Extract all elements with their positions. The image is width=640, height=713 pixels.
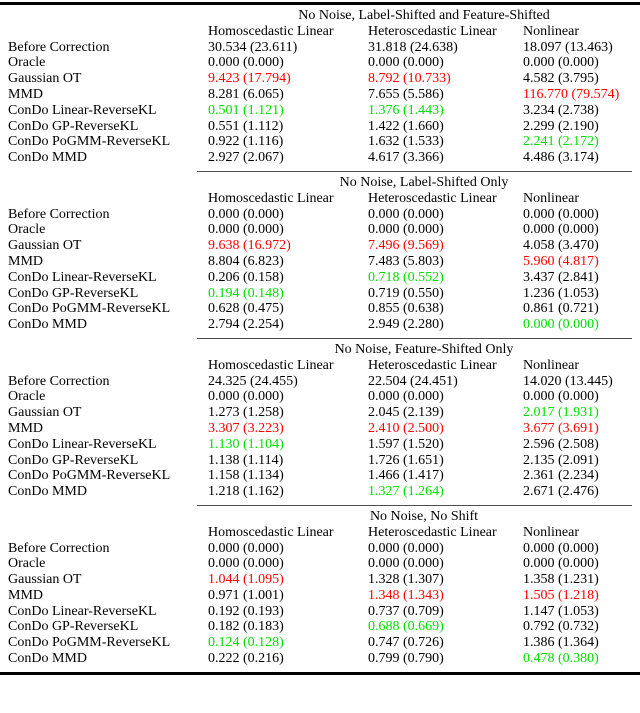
section-title-row <box>0 509 640 525</box>
value-cell: 0.124 (0.128) <box>208 635 284 651</box>
column-header: Nonlinear <box>523 357 579 373</box>
column-header: Heteroscedastic Linear <box>368 357 497 373</box>
row-label: ConDo PoGMM-ReverseKL <box>8 468 171 484</box>
table-row <box>0 619 640 635</box>
value-cell: 0.971 (1.001) <box>208 587 284 603</box>
table-row <box>0 572 640 588</box>
column-header: Homoscedastic Linear <box>208 357 334 373</box>
section-title: No Noise, Label-Shifted and Feature-Shifted <box>298 8 550 23</box>
value-cell: 7.496 (9.569) <box>368 238 444 254</box>
row-label: MMD <box>8 86 44 102</box>
table-section <box>0 506 640 667</box>
value-cell: 0.000 (0.000) <box>368 222 444 238</box>
row-label: ConDo Linear-ReverseKL <box>8 269 157 285</box>
table-row <box>0 541 640 557</box>
value-cell: 116.770 (79.574) <box>523 86 620 102</box>
section-title: No Noise, Feature-Shifted Only <box>334 341 514 357</box>
section-title-row <box>0 342 640 358</box>
row-label: Before Correction <box>8 540 110 556</box>
section-title: No Noise, Label-Shifted Only <box>339 174 509 190</box>
value-cell: 1.218 (1.162) <box>208 484 284 500</box>
section-title: No Noise, No Shift <box>369 508 479 524</box>
column-header-spacer <box>0 191 208 207</box>
value-cell: 1.273 (1.258) <box>208 405 284 421</box>
column-header: Heteroscedastic Linear <box>368 190 497 206</box>
value-cell: 0.000 (0.000) <box>208 540 284 556</box>
table-row <box>0 453 640 469</box>
row-label: ConDo GP-ReverseKL <box>8 118 139 134</box>
value-cell: 0.000 (0.000) <box>368 55 444 71</box>
row-label: Oracle <box>8 389 46 405</box>
value-cell: 22.504 (24.451) <box>368 373 458 389</box>
table-row <box>0 588 640 604</box>
value-cell: 1.348 (1.343) <box>368 587 444 603</box>
value-cell: 5.960 (4.817) <box>523 253 599 269</box>
value-cell: 0.000 (0.000) <box>208 389 284 405</box>
row-label: Before Correction <box>8 373 110 389</box>
value-cell: 2.045 (2.139) <box>368 405 444 421</box>
row-label: ConDo GP-ReverseKL <box>8 619 139 635</box>
column-header-spacer <box>0 358 208 374</box>
value-cell: 1.358 (1.231) <box>523 572 599 588</box>
value-cell: 1.328 (1.307) <box>368 572 444 588</box>
table-row <box>0 207 640 223</box>
value-cell: 0.000 (0.000) <box>523 55 599 71</box>
value-cell: 0.182 (0.183) <box>208 619 284 635</box>
table-row <box>0 421 640 437</box>
value-cell: 31.818 (24.638) <box>368 39 458 55</box>
value-cell: 2.671 (2.476) <box>523 484 599 500</box>
table-row <box>0 222 640 238</box>
row-label: Oracle <box>8 222 46 238</box>
value-cell: 0.000 (0.000) <box>208 222 284 238</box>
value-cell: 0.747 (0.726) <box>368 635 444 651</box>
column-header-row <box>0 358 640 374</box>
row-label: Before Correction <box>8 206 110 222</box>
table-row <box>0 103 640 119</box>
value-cell: 0.000 (0.000) <box>523 556 599 572</box>
value-cell: 0.792 (0.732) <box>523 619 599 635</box>
column-header: Heteroscedastic Linear <box>368 23 497 39</box>
value-cell: 0.000 (0.000) <box>208 55 284 71</box>
row-label: ConDo GP-ReverseKL <box>8 452 139 468</box>
value-cell: 0.194 (0.148) <box>208 285 284 301</box>
column-header: Nonlinear <box>523 524 579 540</box>
value-cell: 1.386 (1.364) <box>523 635 599 651</box>
value-cell: 1.044 (1.095) <box>208 572 284 588</box>
value-cell: 0.718 (0.552) <box>368 269 444 285</box>
value-cell: 2.927 (2.067) <box>208 150 284 166</box>
row-label: MMD <box>8 587 44 603</box>
value-cell: 2.299 (2.190) <box>523 118 599 134</box>
table-row <box>0 238 640 254</box>
value-cell: 0.222 (0.216) <box>208 651 284 667</box>
value-cell: 1.632 (1.533) <box>368 134 444 150</box>
value-cell: 1.138 (1.114) <box>208 452 284 468</box>
table-row <box>0 604 640 620</box>
row-label: Oracle <box>8 55 46 71</box>
value-cell: 1.597 (1.520) <box>368 436 444 452</box>
column-header: Heteroscedastic Linear <box>368 524 497 540</box>
section-title-row <box>0 8 640 24</box>
value-cell: 0.861 (0.721) <box>523 301 599 317</box>
value-cell: 8.281 (6.065) <box>208 86 284 102</box>
row-label: ConDo MMD <box>8 484 87 500</box>
column-header-spacer <box>0 525 208 541</box>
row-label: ConDo PoGMM-ReverseKL <box>8 635 171 651</box>
table-row <box>0 87 640 103</box>
row-label: ConDo MMD <box>8 651 87 667</box>
value-cell: 8.792 (10.733) <box>368 71 451 87</box>
row-label: ConDo MMD <box>8 150 87 166</box>
table-row <box>0 150 640 166</box>
value-cell: 0.922 (1.116) <box>208 134 284 150</box>
table-row <box>0 71 640 87</box>
value-cell: 0.551 (1.112) <box>208 118 284 134</box>
value-cell: 3.307 (3.223) <box>208 420 284 436</box>
value-cell: 1.147 (1.053) <box>523 603 599 619</box>
value-cell: 2.135 (2.091) <box>523 452 599 468</box>
value-cell: 30.534 (23.611) <box>208 39 298 55</box>
value-cell: 2.241 (2.172) <box>523 134 599 150</box>
column-header: Homoscedastic Linear <box>208 190 334 206</box>
column-header: Homoscedastic Linear <box>208 524 334 540</box>
value-cell: 18.097 (13.463) <box>523 39 613 55</box>
table-row <box>0 134 640 150</box>
value-cell: 2.596 (2.508) <box>523 436 599 452</box>
table-row <box>0 301 640 317</box>
value-cell: 0.501 (1.121) <box>208 102 284 118</box>
row-label: Gaussian OT <box>8 238 82 254</box>
value-cell: 8.804 (6.823) <box>208 253 284 269</box>
value-cell: 0.000 (0.000) <box>523 206 599 222</box>
value-cell: 0.000 (0.000) <box>368 556 444 572</box>
table-row <box>0 468 640 484</box>
value-cell: 1.236 (1.053) <box>523 285 599 301</box>
value-cell: 0.000 (0.000) <box>523 540 599 556</box>
value-cell: 0.000 (0.000) <box>208 206 284 222</box>
value-cell: 4.058 (3.470) <box>523 238 599 254</box>
value-cell: 0.000 (0.000) <box>523 317 599 333</box>
column-header-row <box>0 24 640 40</box>
table-bottom-rule <box>0 672 640 675</box>
row-label: ConDo Linear-ReverseKL <box>8 436 157 452</box>
table-row <box>0 405 640 421</box>
value-cell: 0.719 (0.550) <box>368 285 444 301</box>
row-label: ConDo Linear-ReverseKL <box>8 603 157 619</box>
value-cell: 1.376 (1.443) <box>368 102 444 118</box>
value-cell: 2.361 (2.234) <box>523 468 599 484</box>
row-label: ConDo MMD <box>8 317 87 333</box>
value-cell: 0.000 (0.000) <box>523 222 599 238</box>
value-cell: 0.000 (0.000) <box>368 206 444 222</box>
value-cell: 2.017 (1.931) <box>523 405 599 421</box>
value-cell: 0.478 (0.380) <box>523 651 599 667</box>
table-row <box>0 119 640 135</box>
value-cell: 7.483 (5.803) <box>368 253 444 269</box>
value-cell: 1.505 (1.218) <box>523 587 599 603</box>
value-cell: 3.677 (3.691) <box>523 420 599 436</box>
table-row <box>0 635 640 651</box>
row-label: ConDo PoGMM-ReverseKL <box>8 301 171 317</box>
sections-container <box>0 5 640 667</box>
table-row <box>0 55 640 71</box>
value-cell: 0.192 (0.193) <box>208 603 284 619</box>
value-cell: 9.638 (16.972) <box>208 238 291 254</box>
section-title-row <box>0 175 640 191</box>
value-cell: 1.158 (1.134) <box>208 468 284 484</box>
row-label: Gaussian OT <box>8 572 82 588</box>
value-cell: 1.130 (1.104) <box>208 436 284 452</box>
value-cell: 14.020 (13.445) <box>523 373 613 389</box>
value-cell: 0.628 (0.475) <box>208 301 284 317</box>
row-label: ConDo PoGMM-ReverseKL <box>8 134 171 150</box>
value-cell: 3.437 (2.841) <box>523 269 599 285</box>
table-row <box>0 317 640 333</box>
value-cell: 1.327 (1.264) <box>368 484 444 500</box>
row-label: Gaussian OT <box>8 405 82 421</box>
table-row <box>0 40 640 56</box>
value-cell: 1.422 (1.660) <box>368 118 444 134</box>
table-row <box>0 270 640 286</box>
table-row <box>0 484 640 500</box>
table-row <box>0 651 640 667</box>
value-cell: 0.799 (0.790) <box>368 651 444 667</box>
value-cell: 4.617 (3.366) <box>368 150 444 166</box>
value-cell: 9.423 (17.794) <box>208 71 291 87</box>
row-label: ConDo Linear-ReverseKL <box>8 102 157 118</box>
column-header: Nonlinear <box>523 190 579 206</box>
table-section <box>0 5 640 172</box>
value-cell: 0.855 (0.638) <box>368 301 444 317</box>
value-cell: 0.000 (0.000) <box>368 540 444 556</box>
table-row <box>0 254 640 270</box>
value-cell: 7.655 (5.586) <box>368 86 444 102</box>
table-row <box>0 389 640 405</box>
value-cell: 0.000 (0.000) <box>368 389 444 405</box>
table-section <box>0 172 640 339</box>
row-label: MMD <box>8 420 44 436</box>
row-label: Before Correction <box>8 39 110 55</box>
table-row <box>0 286 640 302</box>
table-row <box>0 437 640 453</box>
value-cell: 24.325 (24.455) <box>208 373 298 389</box>
table-row <box>0 556 640 572</box>
value-cell: 1.466 (1.417) <box>368 468 444 484</box>
value-cell: 1.726 (1.651) <box>368 452 444 468</box>
column-header: Nonlinear <box>523 23 579 39</box>
column-header-row <box>0 525 640 541</box>
value-cell: 0.206 (0.158) <box>208 269 284 285</box>
column-header-spacer <box>0 24 208 40</box>
value-cell: 0.000 (0.000) <box>208 556 284 572</box>
value-cell: 0.000 (0.000) <box>523 389 599 405</box>
value-cell: 3.234 (2.738) <box>523 102 599 118</box>
row-label: Gaussian OT <box>8 71 82 87</box>
table-section <box>0 339 640 506</box>
value-cell: 4.582 (3.795) <box>523 71 599 87</box>
row-label: ConDo GP-ReverseKL <box>8 285 139 301</box>
value-cell: 2.410 (2.500) <box>368 420 444 436</box>
value-cell: 2.949 (2.280) <box>368 317 444 333</box>
row-label: MMD <box>8 253 44 269</box>
column-header-row <box>0 191 640 207</box>
value-cell: 0.737 (0.709) <box>368 603 444 619</box>
column-header: Homoscedastic Linear <box>208 23 334 39</box>
row-label: Oracle <box>8 556 46 572</box>
value-cell: 4.486 (3.174) <box>523 150 599 166</box>
value-cell: 2.794 (2.254) <box>208 317 284 333</box>
table-row <box>0 374 640 390</box>
value-cell: 0.688 (0.669) <box>368 619 444 635</box>
